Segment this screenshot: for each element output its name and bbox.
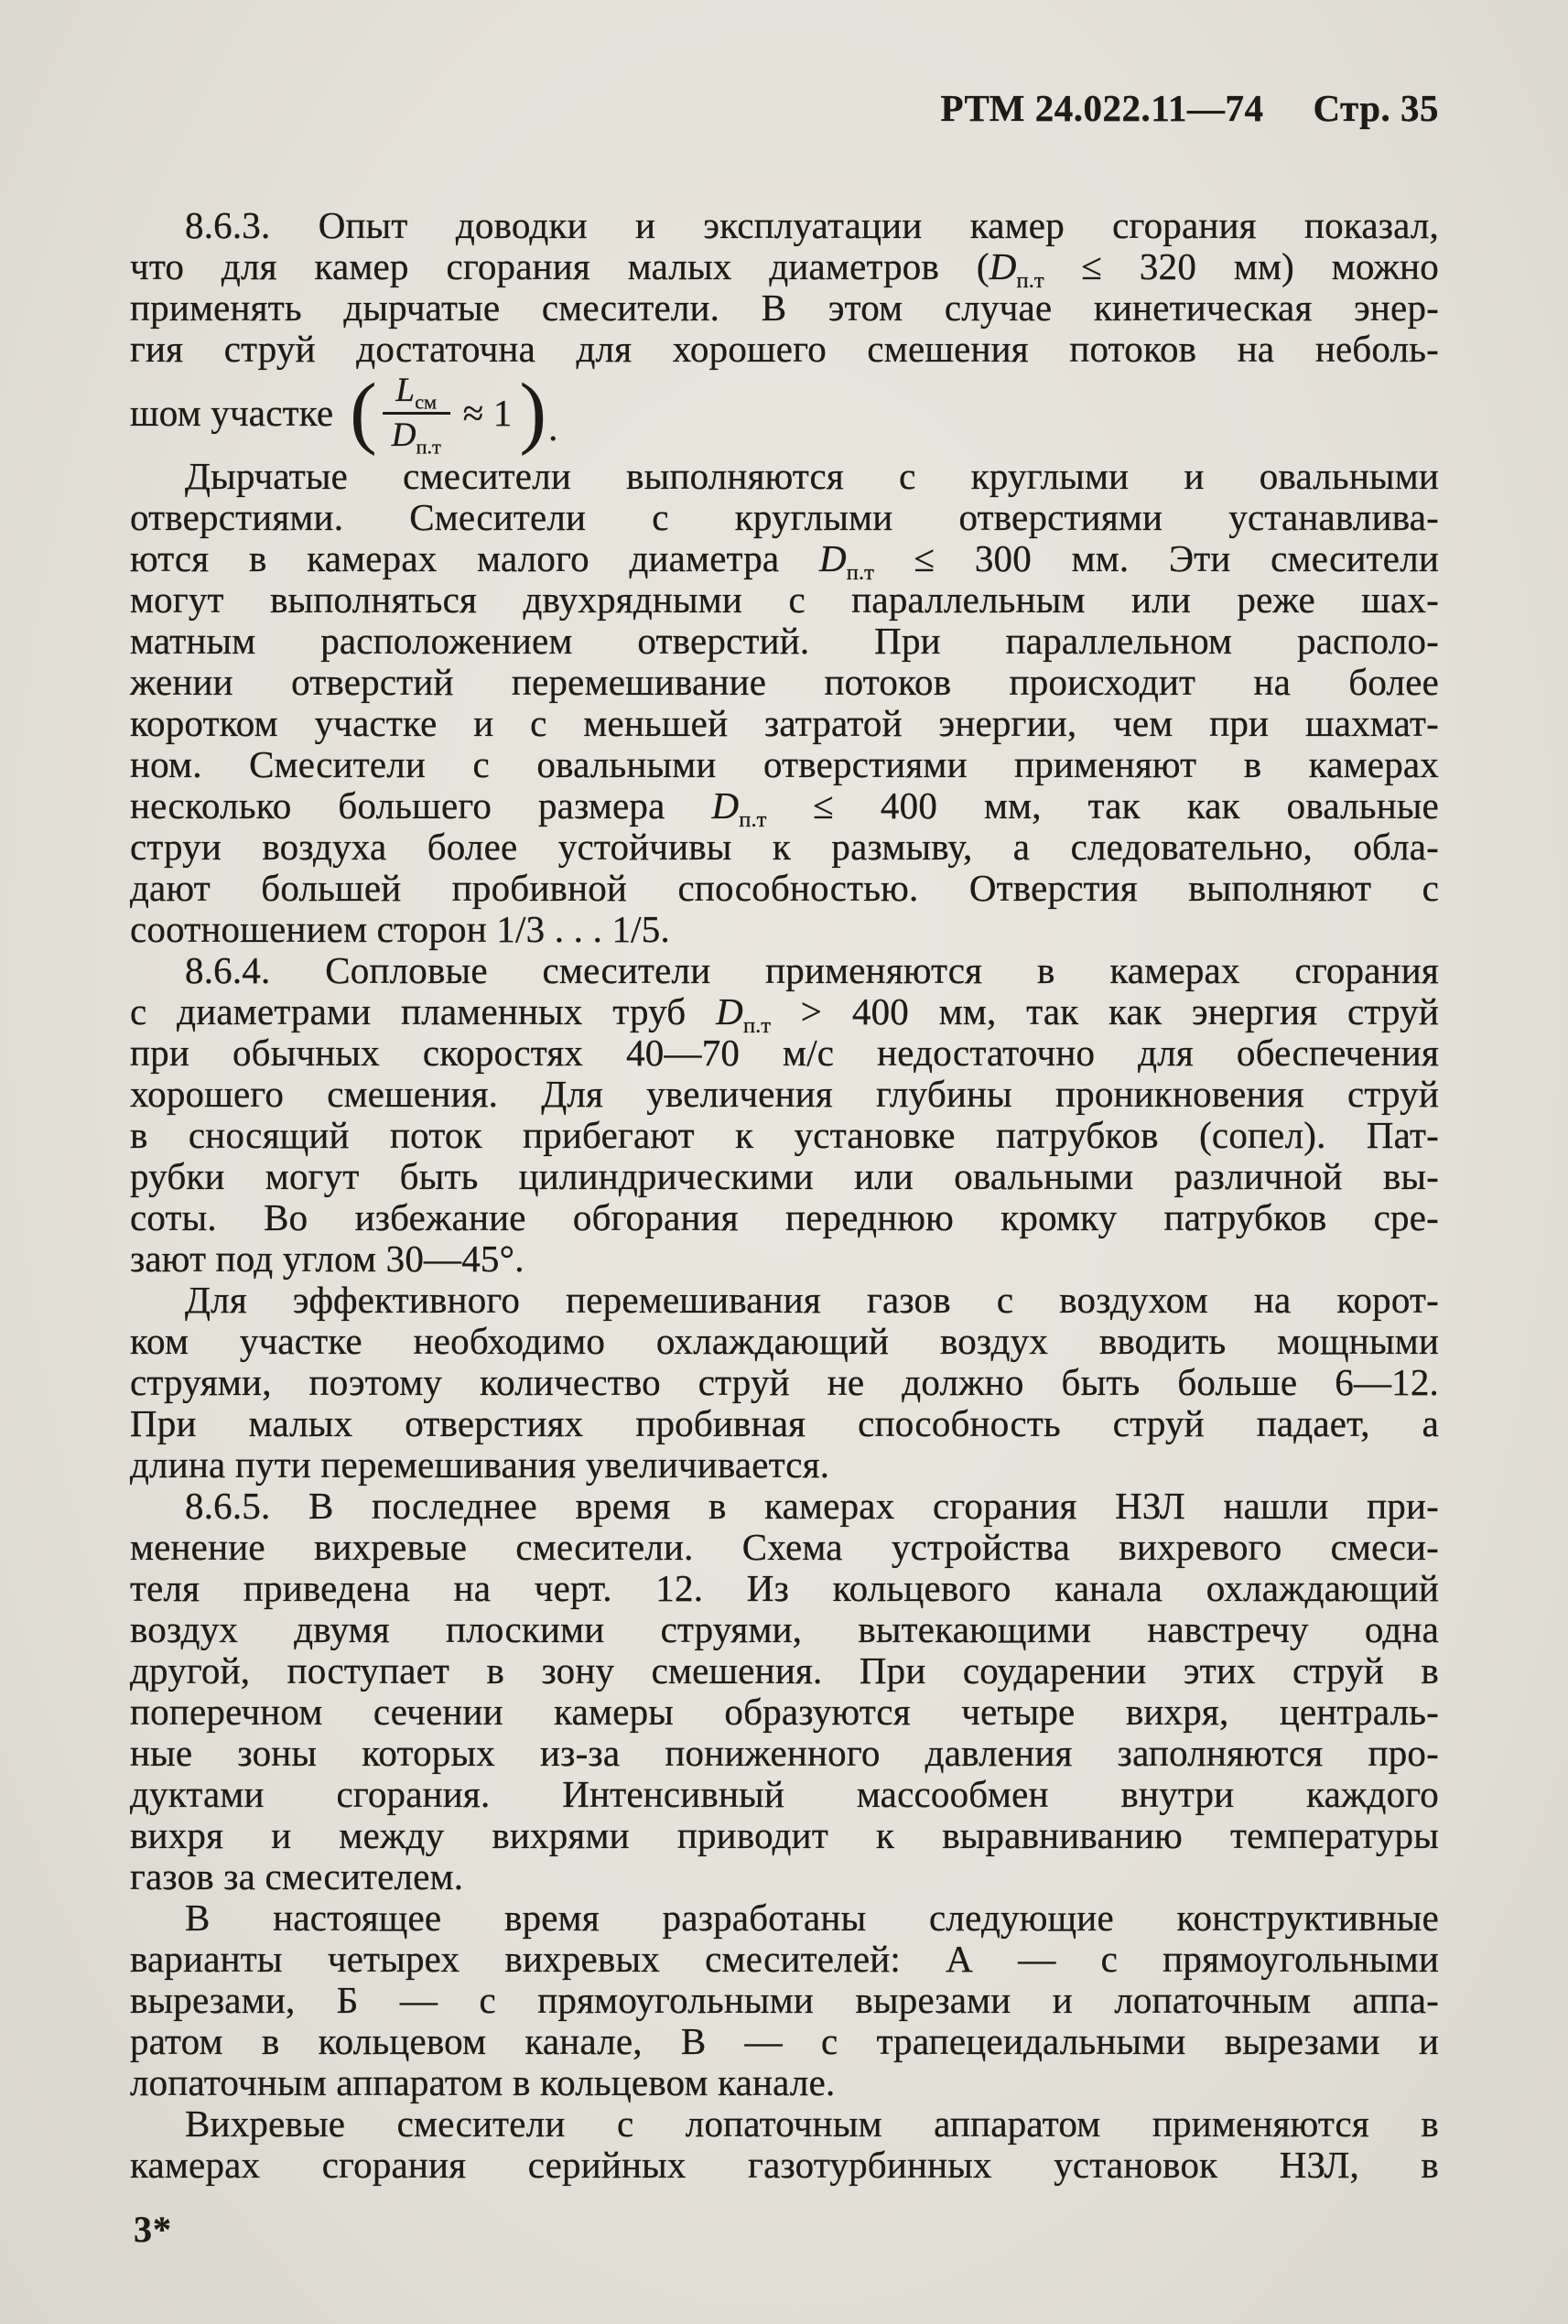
- text-line: 8.6.4. Сопловые смесители применяются в камерах сгорания: [185, 949, 1439, 991]
- text-line: дуктами сгорания. Интенсивный массообмен внутри каждого: [130, 1773, 1439, 1815]
- signature-mark: 3*: [134, 2209, 172, 2250]
- numerator-subscript: см: [415, 390, 438, 414]
- text-line: отверстиями. Смесители с круглыми отверстиями устанавлива-: [130, 496, 1439, 538]
- denominator-subscript: п.т: [416, 434, 441, 458]
- text-line: рубки могут быть цилиндрическими или овальными различной вы-: [130, 1155, 1439, 1197]
- text-line: могут выполняться двухрядными с параллельным или реже шах-: [130, 578, 1439, 621]
- text-line: 8.6.3. Опыт доводки и эксплуатации камер сгорания показал,: [185, 204, 1439, 246]
- text-line: матным расположением отверстий. При параллельном располо-: [130, 620, 1439, 662]
- fraction-denominator: [383, 412, 450, 458]
- text-line: Вихревые смесители с лопаточным аппаратом применяются в: [185, 2102, 1439, 2145]
- formula-close-paren: ): [519, 367, 547, 457]
- page-footer: [134, 2208, 172, 2251]
- text-line: коротком участке и с меньшей затратой энергии, чем при шахмат-: [130, 702, 1439, 744]
- text-line: ратом в кольцевом канале, В — с трапецеидальными вырезами и: [130, 2020, 1439, 2062]
- text-line: камерах сгорания серийных газотурбинных установок НЗЛ, в: [130, 2144, 1439, 2186]
- formula-open-paren: (: [350, 367, 377, 457]
- text-line: другой, поступает в зону смешения. При соударении этих струй в: [130, 1649, 1439, 1692]
- text-line: Для эффективного перемешивания газов с воздухом на корот-: [185, 1279, 1439, 1321]
- text-line: ком участке необходимо охлаждающий воздух вводить мощными: [130, 1320, 1439, 1362]
- doc-number: РТМ 24.022.11—74: [940, 87, 1264, 129]
- text-line: струями, поэтому количество струй не должно быть больше 6—12.: [130, 1361, 1439, 1403]
- text-line: вырезами, Б — с прямоугольными вырезами и лопаточным аппа-: [130, 1979, 1439, 2021]
- text-line: гия струй достаточна для хорошего смешения потоков на неболь-: [130, 328, 1439, 370]
- text-line: менение вихревые смесители. Схема устройства вихревого смеси-: [130, 1526, 1439, 1568]
- text-line: варианты четырех вихревых смесителей: А — с прямоугольными: [130, 1938, 1439, 1980]
- text-line: несколько большего размера $D_{п.т} \le 400$ мм, так как овальные: [130, 784, 1439, 833]
- text-line: с диаметрами пламенных труб $D_{п.т} > 400$ мм, так как энергия струй: [130, 990, 1440, 1039]
- formula-line: [130, 367, 1439, 458]
- paragraph: [130, 456, 1439, 950]
- page-header: [130, 86, 1439, 130]
- formula-fraction: [383, 372, 450, 458]
- paragraph-first: [130, 205, 1439, 370]
- text-line: ются в камерах малого диаметра $D_{п.т} \le 300$ мм. Эти смесители: [130, 537, 1439, 586]
- text-line: В настоящее время разработаны следующие конструктивные: [185, 1897, 1439, 1939]
- text-line: При малых отверстиях пробивная способность струй падает, а: [130, 1402, 1439, 1444]
- text-line: ные зоны которых из-за пониженного давления заполняются про-: [130, 1732, 1439, 1774]
- text-block: [130, 205, 1439, 2186]
- text-line: вихря и между вихрями приводит к выравниванию температуры: [130, 1814, 1439, 1856]
- text-line: соты. Во избежание обгорания переднюю кромку патрубков сре-: [130, 1196, 1439, 1238]
- text-line: жении отверстий перемешивание потоков происходит на более: [130, 661, 1439, 703]
- formula-prefix: шом участке: [130, 391, 334, 434]
- text-line: дают большей пробивной способностью. Отверстия выполняют с: [130, 867, 1439, 909]
- paragraph: [130, 1486, 1439, 1897]
- text-line: ном. Смесители с овальными отверстиями применяют в камерах: [130, 743, 1439, 785]
- text-line: хорошего смешения. Для увеличения глубины проникновения струй: [130, 1073, 1439, 1115]
- text-line: газов за смесителем.: [130, 1855, 464, 1897]
- text-line: соотношением сторон 1/3 . . . 1/5.: [130, 908, 670, 950]
- text-line: поперечном сечении камеры образуются четыре вихря, централь-: [130, 1691, 1439, 1733]
- text-line: струи воздуха более устойчивы к размыву, а следовательно, обла-: [130, 826, 1439, 868]
- text-line: Дырчатые смесители выполняются с круглыми и овальными: [185, 455, 1439, 497]
- text-line: что для камер сгорания малых диаметров ($D_{п.т} \le 320$ мм) можно: [130, 245, 1439, 294]
- paragraph: [130, 950, 1439, 1280]
- numerator-symbol: L: [395, 372, 416, 410]
- text-line: зают под углом 30—45°.: [130, 1238, 524, 1280]
- paragraph: [130, 1280, 1439, 1486]
- text-line: воздух двумя плоскими струями, вытекающими навстречу одна: [130, 1608, 1439, 1650]
- paragraphs-rest: [130, 456, 1439, 2186]
- formula-relation: ≈ 1: [462, 391, 513, 434]
- fraction-numerator: [386, 372, 446, 414]
- text-line: применять дырчатые смесители. В этом случае кинетическая энер-: [130, 286, 1439, 329]
- text-line: лопаточным аппаратом в кольцевом канале.: [130, 2061, 836, 2103]
- paragraph: [130, 2103, 1439, 2186]
- text-line: теля приведена на черт. 12. Из кольцевого канала охлаждающий: [130, 1567, 1439, 1609]
- denominator-symbol: D: [391, 416, 416, 454]
- text-line: 8.6.5. В последнее время в камерах сгорания НЗЛ нашли при-: [185, 1485, 1439, 1527]
- formula-suffix: .: [548, 406, 558, 449]
- paragraph: [130, 1897, 1439, 2103]
- page-number: Стр. 35: [1313, 87, 1439, 129]
- text-line: в сносящий поток прибегают к установке патрубков (сопел). Пат-: [130, 1114, 1439, 1156]
- text-line: длина пути перемешивания увеличивается.: [130, 1443, 830, 1486]
- text-line: при обычных скоростях 40—70 м/с недостаточно для обеспечения: [130, 1032, 1439, 1074]
